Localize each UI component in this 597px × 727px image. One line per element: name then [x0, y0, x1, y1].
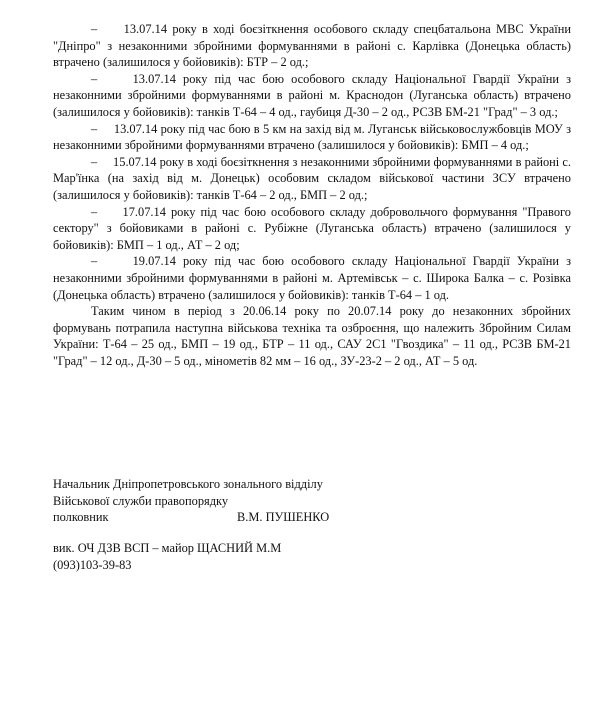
report-item-5: – 17.07.14 року під час бою особового складу добровольчого формування "Правого сектору" з бойовиками в районі с. Рубіжне (Луганська область) втрачено (залишилося у бойовиків): БМП – 1 од., АТ – 2 од;: [53, 204, 571, 252]
report-item-2: – 13.07.14 року під час бою особового складу Національної Гвардії України з незаконними збройними формуваннями в районі м. Краснодон (Луганська область) втрачено (залишилося у бойовиків): танків Т-64 – 4 од., гаубиця Д-30 – 2 од., РСЗВ БМ-21 "Град" – 3 од.;: [53, 71, 571, 119]
executor-block: [53, 540, 281, 573]
report-item-6: – 19.07.14 року під час бою особового складу Національної Гвардії України з незаконними збройними формуваннями в районі м. Артемівськ – с. Широка Балка – с. Розівка (Донецька область) втрачено (залишилося у бойовиків): танків Т-64 – 1 од.: [53, 254, 571, 302]
signature-rank-row: [53, 509, 453, 526]
executor-phone: (093)103-39-83: [53, 557, 132, 572]
report-item-1: – 13.07.14 року в ході боєзіткнення особового складу спецбатальона МВС України "Дніпро" з незаконними збройними формуваннями в районі с. Карлівка (Донецька область) втрачено (залишилося у бойовиків): БТР – 2 од.;: [53, 22, 571, 70]
summary-paragraph: Таким чином в період з 20.06.14 року по 20.07.14 року до незаконних збройних формувань потрапила наступна військова техніка та озброєння, що належить Збройним Силам України: Т-64 – 25 од., БМП – 19 од., БТР – 11 од., САУ 2С1 "Гвоздика" – 11 од., РСЗВ БМ-21 "Град" – 12 од., Д-30 – 5 од., мінометів 82 мм – 16 од., ЗУ-23-2 – 2 од., АТ – 5 од.: [53, 304, 571, 368]
report-item-3: – 13.07.14 року під час бою в 5 км на захід від м. Луганськ військовослужбовців МОУ з незаконними збройними формуваннями втрачено (залишилося у бойовиків): БМП – 4 од.;: [53, 121, 571, 153]
signature-title-line-1: Начальник Дніпропетровського зонального відділу: [53, 477, 323, 491]
signature-name: В.М. ПУШЕНКО: [237, 510, 330, 525]
signature-block: [53, 476, 453, 526]
document-body: [53, 21, 571, 369]
signature-title-line-2: Військової служби правопорядку: [53, 493, 229, 508]
executor-name: вик. ОЧ ДЗВ ВСП – майор ЩАСНИЙ М.М: [53, 541, 282, 555]
report-item-4: – 15.07.14 року в ході боєзіткнення з незаконними збройними формуваннями в районі с. Мар'їнка (на захід від м. Донецьк) особовим складом військової частини ЗСУ втрачено (залишилося у бойовиків): танків Т-64 – 2 од., БМП – 2 од.;: [53, 154, 571, 202]
signature-rank: полковник: [53, 510, 109, 525]
